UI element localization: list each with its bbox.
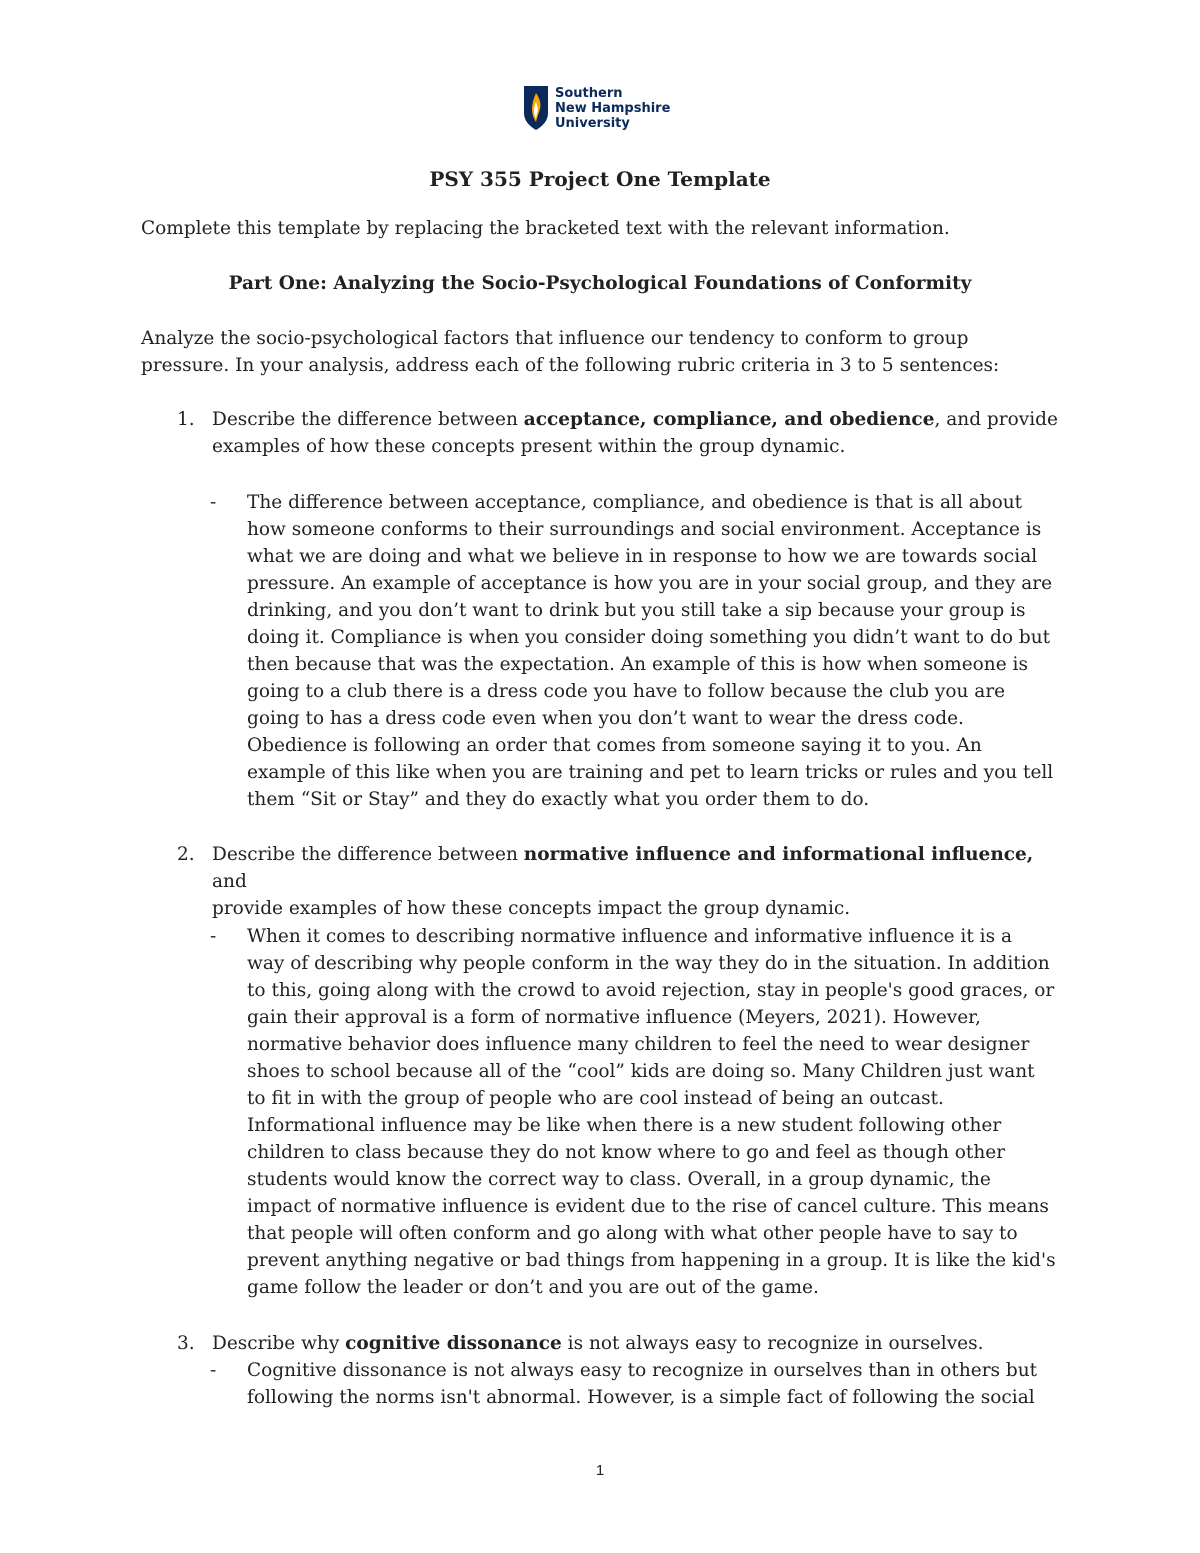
answer-1 (141, 489, 1071, 813)
answer-line: The difference between acceptance, compliance, and obedience is that is all about (247, 492, 1023, 513)
item-number: 1. (177, 409, 195, 430)
answer-line: Obedience is following an order that comes from someone saying it to you. An (247, 735, 982, 756)
answer-line: how someone conforms to their surroundings and social environment. Acceptance is (247, 519, 1042, 540)
answer-line: impact of normative influence is evident due to the rise of cancel culture. This means (247, 1196, 1049, 1217)
answer-line: to fit in with the group of people who are cool instead of being an outcast. (247, 1088, 944, 1109)
item-prompt-bold: normative influence and informational influence, (523, 844, 1034, 865)
bullet-dash: - (210, 926, 217, 947)
bullet-dash: - (210, 492, 217, 513)
answer-line: Informational influence may be like when there is a new student following other (247, 1115, 1002, 1136)
page-number: 1 (595, 1462, 605, 1479)
university-logo (523, 85, 670, 131)
answer-line: them “Sit or Stay” and they do exactly what you order them to do. (247, 789, 870, 810)
answer-line: students would know the correct way to class. Overall, in a group dynamic, the (247, 1169, 991, 1190)
logo-line-3: University (555, 115, 630, 131)
shield-flame-icon (523, 85, 549, 131)
logo-line-2: New Hampshire (555, 100, 671, 116)
answer-2 (141, 923, 1071, 1301)
item-prompt-post: , and provide (934, 409, 1058, 430)
analysis-prompt (141, 325, 1041, 379)
answer-line: following the norms isn't abnormal. However, is a simple fact of following the social (247, 1387, 1035, 1408)
analysis-prompt-line-1: Analyze the socio-psychological factors that influence our tendency to conform to group (141, 328, 969, 349)
answer-line: prevent anything negative or bad things from happening in a group. It is like the kid's (247, 1250, 1056, 1271)
answer-line: game follow the leader or don’t and you are out of the game. (247, 1277, 819, 1298)
item-prompt-pre: Describe the difference between (212, 409, 524, 430)
answer-text (247, 923, 1071, 1301)
answer-3 (141, 1357, 1071, 1411)
logo-line-1: Southern (555, 85, 623, 101)
answer-line: that people will often conform and go along with what other people have to say to (247, 1223, 1018, 1244)
answer-line: When it comes to describing normative influence and informative influence it is a (247, 926, 1012, 947)
answer-line: then because that was the expectation. An example of this is how when someone is (247, 654, 1028, 675)
item-prompt-post: is not always easy to recognize in ourselves. (561, 1333, 984, 1354)
part-one-heading: Part One: Analyzing the Socio-Psychological Foundations of Conformity (228, 273, 972, 294)
answer-line: gain their approval is a form of normative influence (Meyers, 2021). However, (247, 1007, 981, 1028)
item-prompt-line-2: examples of how these concepts present within the group dynamic. (212, 436, 846, 457)
item-prompt-bold: acceptance, compliance, and obedience (523, 409, 935, 430)
logo-wordmark (555, 86, 670, 131)
answer-line: drinking, and you don’t want to drink but you still take a sip because your group is (247, 600, 1026, 621)
answer-line: example of this like when you are training and pet to learn tricks or rules and you tell (247, 762, 1054, 783)
answer-line: children to class because they do not know where to go and feel as though other (247, 1142, 1006, 1163)
answer-text (247, 1357, 1071, 1411)
answer-line: going to a club there is a dress code you have to follow because the club you are (247, 681, 1006, 702)
intro-text: Complete this template by replacing the bracketed text with the relevant information. (141, 218, 950, 239)
answer-line: shoes to school because all of the “cool” kids are doing so. Many Children just want (247, 1061, 1035, 1082)
bullet-dash: - (210, 1360, 217, 1381)
answer-text (247, 489, 1071, 813)
item-prompt (212, 841, 1061, 922)
item-prompt-pre: Describe why (212, 1333, 346, 1354)
rubric-item-3 (141, 1330, 1061, 1357)
answer-line: Cognitive dissonance is not always easy to recognize in ourselves than in others but (247, 1360, 1038, 1381)
item-prompt-bold: cognitive dissonance (345, 1333, 562, 1354)
item-prompt-pre: Describe the difference between (212, 844, 524, 865)
answer-line: to this, going along with the crowd to avoid rejection, stay in people's good graces, or (247, 980, 1055, 1001)
item-prompt (212, 406, 1061, 460)
answer-line: what we are doing and what we believe in in response to how we are towards social (247, 546, 1038, 567)
answer-line: way of describing why people conform in the way they do in the situation. In addition (247, 953, 1050, 974)
answer-line: normative behavior does influence many children to feel the need to wear designer (247, 1034, 1030, 1055)
answer-line: doing it. Compliance is when you consider doing something you didn’t want to do but (247, 627, 1051, 648)
answer-line: pressure. An example of acceptance is how you are in your social group, and they are (247, 573, 1053, 594)
rubric-item-1 (141, 406, 1061, 460)
document-title: PSY 355 Project One Template (429, 167, 771, 191)
answer-line: going to has a dress code even when you don’t want to wear the dress code. (247, 708, 964, 729)
analysis-prompt-line-2: pressure. In your analysis, address each of the following rubric criteria in 3 to 5 sentences: (141, 355, 1000, 376)
item-prompt-line-2: provide examples of how these concepts impact the group dynamic. (212, 898, 851, 919)
item-prompt (212, 1330, 1061, 1357)
item-prompt-post: and (212, 871, 247, 892)
rubric-item-2 (141, 841, 1061, 922)
item-number: 3. (177, 1333, 195, 1354)
item-number: 2. (177, 844, 195, 865)
